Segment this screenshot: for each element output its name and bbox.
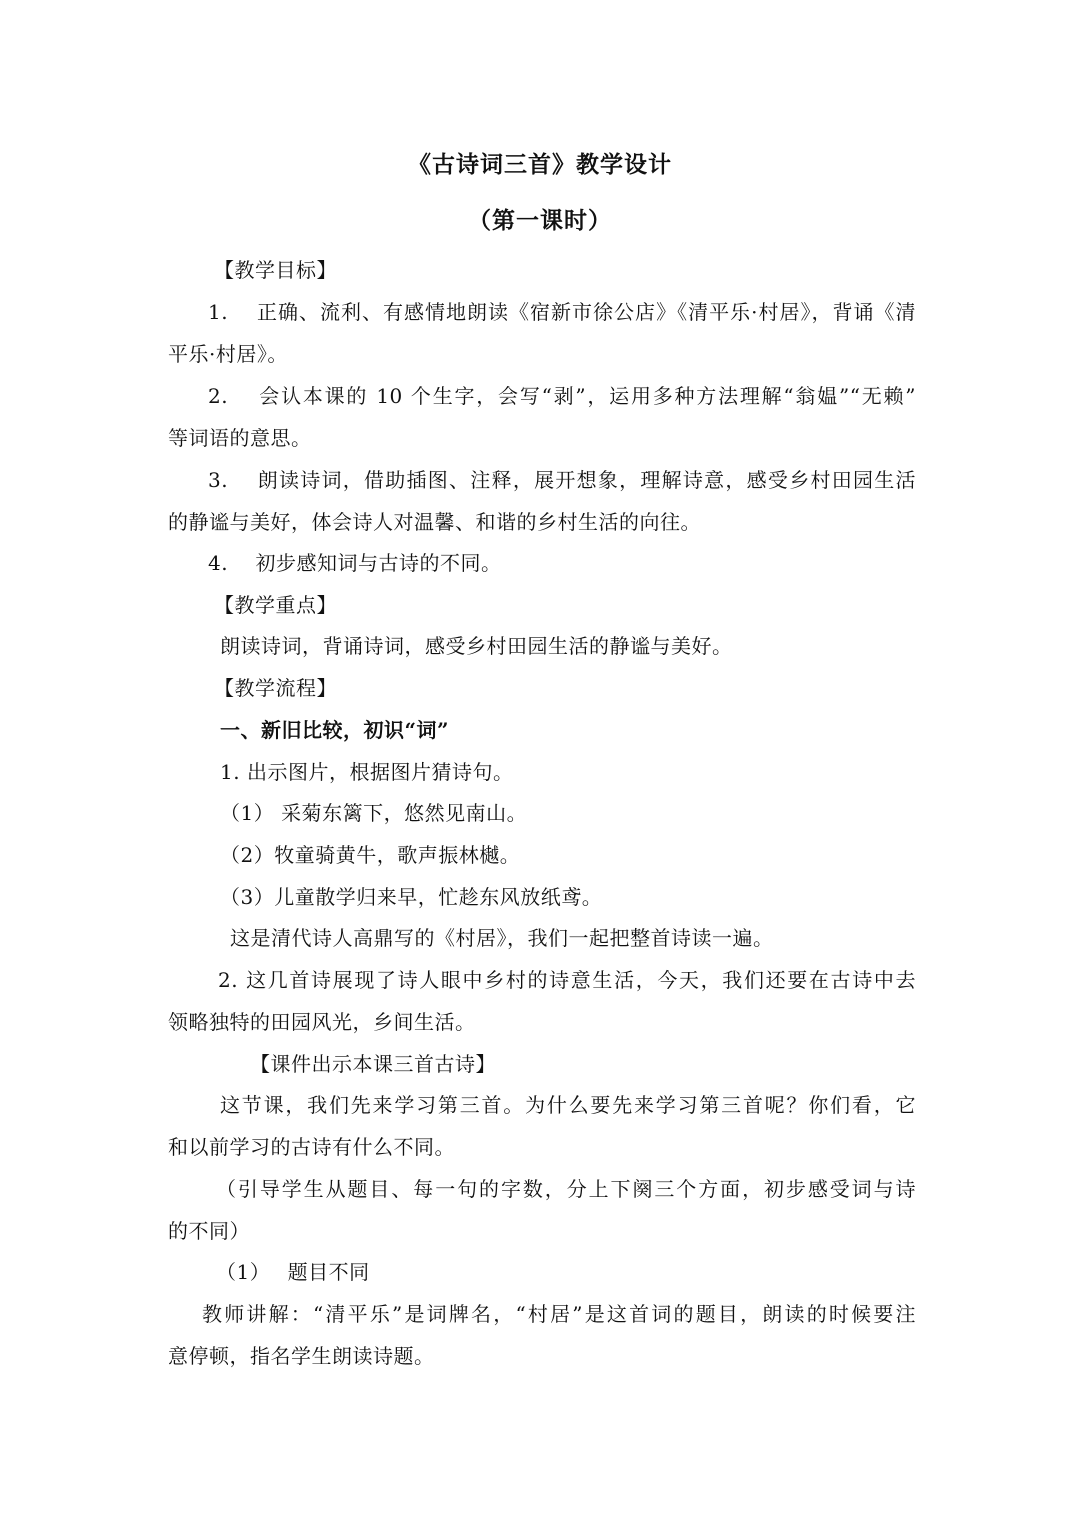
- paragraph-1-line-2: 和以前学习的古诗有什么不同。: [168, 1135, 455, 1159]
- courseware-note: 【课件出示本课三首古诗】: [250, 1052, 496, 1076]
- objectives-heading: 【教学目标】: [214, 258, 337, 282]
- paragraph-3-line-2: 意停顿，指名学生朗读诗题。: [168, 1344, 435, 1368]
- keypoint-text: 朗读诗词，背诵诗词，感受乡村田园生活的静谧与美好。: [220, 634, 733, 658]
- objective-3-line-1: 3. 朗读诗词，借助插图、注释，展开想象，理解诗意，感受乡村田园生活: [208, 468, 916, 492]
- objective-4: 4. 初步感知词与古诗的不同。: [208, 551, 502, 575]
- keypoint-heading: 【教学重点】: [214, 593, 337, 617]
- step-2-line-2: 领略独特的田园风光，乡间生活。: [168, 1010, 476, 1034]
- section-1-heading: 一、新旧比较，初识“词”: [220, 718, 450, 742]
- objective-2-line-2: 等词语的意思。: [168, 426, 312, 450]
- difference-1: （1） 题目不同: [216, 1260, 370, 1284]
- objective-3-line-2: 的静谧与美好，体会诗人对温馨、和谐的乡村生活的向往。: [168, 510, 701, 534]
- poem-line-3: （3）儿童散学归来早，忙趁东风放纸鸢。: [220, 885, 603, 909]
- paragraph-3-line-1: 教师讲解：“清平乐”是词牌名，“村居”是这首词的题目，朗读的时候要注: [202, 1302, 916, 1326]
- poem-line-2: （2）牧童骑黄牛，歌声振林樾。: [220, 843, 521, 867]
- paragraph-2-line-2: 的不同）: [168, 1219, 250, 1243]
- lesson-subtitle: （第一课时）: [468, 207, 612, 234]
- step-2-line-1: 2. 这几首诗展现了诗人眼中乡村的诗意生活，今天，我们还要在古诗中去: [218, 968, 916, 992]
- objective-1-line-1: 1. 正确、流利、有感情地朗读《宿新市徐公店》《清平乐·村居》，背诵《清: [208, 300, 916, 324]
- paragraph-1-line-1: 这节课，我们先来学习第三首。为什么要先来学习第三首呢？你们看，它: [220, 1093, 916, 1117]
- objective-1-line-2: 平乐·村居》。: [168, 342, 288, 366]
- objective-2-line-1: 2. 会认本课的 10 个生字，会写“剥”，运用多种方法理解“翁媪”“无赖”: [208, 384, 916, 408]
- poem-line-1: （1） 采菊东篱下，悠然见南山。: [220, 801, 528, 825]
- poem-note: 这是清代诗人高鼎写的《村居》，我们一起把整首诗读一遍。: [230, 926, 774, 950]
- document-title: 《古诗词三首》教学设计: [408, 151, 672, 178]
- paragraph-2-line-1: （引导学生从题目、每一句的字数，分上下阕三个方面，初步感受词与诗: [216, 1177, 916, 1201]
- process-heading: 【教学流程】: [214, 676, 337, 700]
- step-1: 1. 出示图片，根据图片猜诗句。: [220, 760, 514, 784]
